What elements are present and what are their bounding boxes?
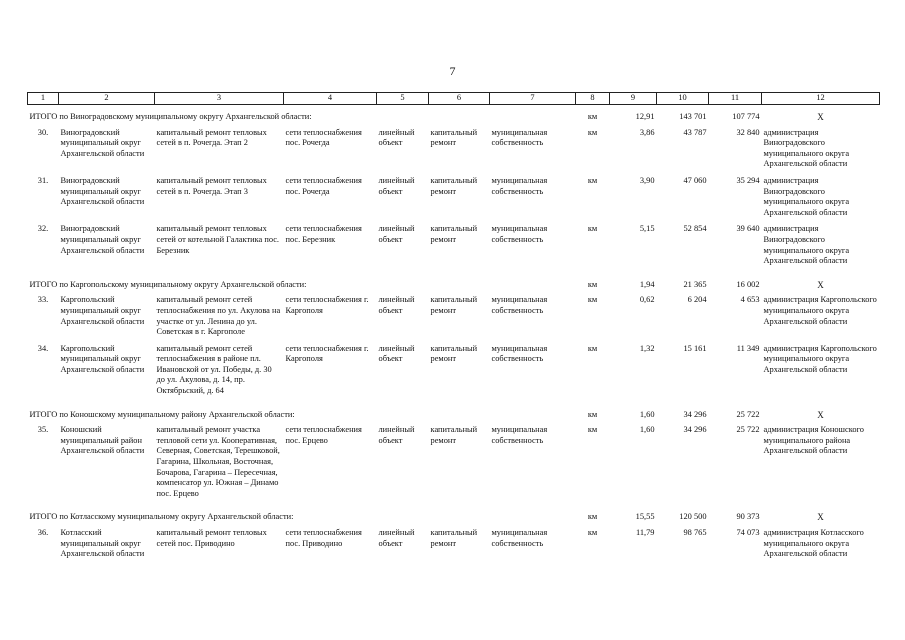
administration-cell: администрация Коношского муниципального района Архангельской области — [763, 425, 864, 456]
unit-cell: км — [587, 343, 598, 353]
unit-cell: км — [587, 224, 598, 234]
work-name-cell: капитальный ремонт тепловых сетей пос. Приводино — [156, 528, 267, 548]
total-unit: км — [587, 512, 598, 522]
length-cell: 1,32 — [639, 343, 655, 353]
work-kind-cell: капитальный ремонт — [430, 127, 478, 148]
district-total-row — [28, 105, 880, 128]
administration-cell: администрация Каргопольского муниципального округа Архангельской области — [763, 295, 877, 326]
length-cell: 1,60 — [639, 425, 655, 435]
administration-cell: администрация Виноградовского муниципального округа Архангельской области — [763, 127, 850, 169]
column-number: 2 — [59, 93, 155, 105]
object-cell: сети теплоснабжения г. Каргополя — [285, 343, 369, 364]
total-length: 1,60 — [639, 409, 655, 419]
object-cell: сети теплоснабжения пос. Рочегда — [285, 175, 362, 196]
ownership-cell: муниципальная собственность — [491, 175, 548, 196]
ownership-cell: муниципальная собственность — [491, 528, 548, 548]
value-10-cell: 47 060 — [683, 175, 707, 185]
value-11-cell: 25 722 — [736, 425, 760, 435]
total-unit: км — [587, 279, 598, 289]
column-number: 6 — [429, 93, 490, 105]
column-number: 3 — [155, 93, 284, 105]
district-total-row — [28, 273, 880, 296]
row-number: 32. — [37, 224, 49, 234]
work-kind-cell: капитальный ремонт — [430, 295, 478, 315]
value-10-cell: 34 296 — [683, 425, 707, 435]
object-cell: сети теплоснабжения пос. Березник — [285, 224, 362, 244]
municipality-cell: Коношский муниципальный район Архангельской области — [60, 425, 145, 456]
table-row — [28, 528, 880, 566]
column-number: 8 — [576, 93, 610, 105]
total-label: ИТОГО по Котласскому муниципальному округу Архангельской области: — [29, 512, 294, 522]
value-10-cell: 6 204 — [687, 295, 707, 305]
column-number: 1 — [28, 93, 59, 105]
ownership-cell: муниципальная собственность — [491, 425, 548, 445]
length-cell: 0,62 — [639, 295, 655, 305]
municipality-cell: Виноградовский муниципальный округ Архангельской области — [60, 127, 145, 158]
object-type-cell: линейный объект — [378, 175, 415, 196]
unit-cell: км — [587, 425, 598, 435]
value-11-cell: 35 294 — [736, 175, 760, 185]
column-number: 9 — [610, 93, 657, 105]
row-number: 34. — [37, 343, 49, 353]
page-number: 7 — [449, 64, 456, 78]
work-name-cell: капитальный ремонт тепловых сетей от котельной Галактика пос. Березник — [156, 224, 280, 255]
administration-cell: администрация Котласского муниципального округа Архангельской области — [763, 528, 864, 559]
object-type-cell: линейный объект — [378, 425, 415, 445]
total-value-11: 107 774 — [732, 112, 760, 121]
total-value-11: 25 722 — [736, 409, 760, 419]
value-10-cell: 52 854 — [683, 224, 707, 234]
object-type-cell: линейный объект — [378, 224, 415, 244]
object-cell: сети теплоснабжения пос. Ерцево — [285, 425, 362, 445]
total-length: 12,91 — [635, 112, 655, 121]
work-name-cell: капитальный ремонт тепловых сетей в п. Рочегда. Этап 2 — [156, 127, 267, 148]
table-row — [28, 295, 880, 343]
length-cell: 11,79 — [635, 528, 655, 537]
total-label: ИТОГО по Коношскому муниципальному району Архангельской области: — [29, 409, 295, 419]
value-11-cell: 11 349 — [736, 343, 760, 353]
table-row — [28, 224, 880, 272]
work-kind-cell: капитальный ремонт — [430, 425, 478, 445]
ownership-cell: муниципальная собственность — [491, 127, 548, 148]
row-number: 35. — [37, 425, 49, 435]
column-number: 12 — [762, 93, 880, 105]
district-total-row — [28, 403, 880, 426]
municipality-cell: Виноградовский муниципальный округ Архангельской области — [60, 175, 145, 207]
value-11-cell: 32 840 — [736, 127, 760, 137]
total-value-10: 120 500 — [679, 512, 707, 522]
column-number: 7 — [490, 93, 576, 105]
work-kind-cell: капитальный ремонт — [430, 343, 478, 364]
municipality-cell: Виноградовский муниципальный округ Архангельской области — [60, 224, 145, 255]
table-row — [28, 176, 880, 224]
ownership-cell: муниципальная собственность — [491, 295, 548, 315]
column-number: 4 — [284, 93, 377, 105]
administration-cell: администрация Виноградовского муниципального округа Архангельской области — [763, 175, 850, 217]
total-value-10: 21 365 — [683, 279, 707, 289]
total-value-11: 90 373 — [736, 512, 760, 522]
object-type-cell: линейный объект — [378, 528, 415, 548]
total-label: ИТОГО по Каргопольскому муниципальному округу Архангельской области: — [29, 279, 307, 289]
total-unit: км — [587, 409, 598, 419]
work-name-cell: капитальный ремонт тепловых сетей в п. Рочегда. Этап 3 — [156, 175, 267, 196]
unit-cell: км — [587, 295, 598, 305]
object-cell: сети теплоснабжения пос. Рочегда — [285, 127, 362, 148]
column-number: 11 — [709, 93, 762, 105]
ownership-cell: муниципальная собственность — [491, 224, 548, 244]
object-type-cell: линейный объект — [378, 127, 415, 148]
work-name-cell: капитальный ремонт участка тепловой сети ул. Кооперативная, Северная, Советская, Терешковой, Гагарина, Школьная, Восточная, Бочарова, Гагарина – Пересечная, компенсатор ул. Южная – Динамо пос. Ерцево — [156, 425, 280, 498]
total-length: 1,94 — [639, 279, 655, 289]
column-number: 10 — [657, 93, 709, 105]
municipality-cell: Котласский муниципальный округ Архангельской области — [60, 528, 145, 559]
table-row — [28, 344, 880, 403]
total-x-mark: Х — [817, 409, 824, 420]
total-value-10: 34 296 — [683, 409, 707, 419]
row-number: 33. — [37, 295, 49, 305]
total-value-11: 16 002 — [736, 279, 760, 289]
length-cell: 3,90 — [639, 175, 655, 185]
unit-cell: км — [587, 127, 598, 137]
work-name-cell: капитальный ремонт сетей теплоснабжения по ул. Акулова на участке от ул. Ленина до ул. Советская в г. Каргополе — [156, 295, 281, 337]
value-11-cell: 74 073 — [736, 528, 760, 537]
value-11-cell: 39 640 — [736, 224, 760, 234]
value-10-cell: 15 161 — [683, 343, 707, 353]
table-row — [28, 425, 880, 505]
value-10-cell: 43 787 — [683, 127, 707, 137]
total-length: 15,55 — [635, 512, 655, 522]
administration-cell: администрация Виноградовского муниципального округа Архангельской области — [763, 224, 850, 266]
column-number: 5 — [377, 93, 429, 105]
district-total-row — [28, 505, 880, 528]
length-cell: 5,15 — [639, 224, 655, 234]
row-number: 30. — [37, 127, 49, 137]
value-11-cell: 4 653 — [740, 295, 760, 305]
value-10-cell: 98 765 — [683, 528, 707, 537]
municipality-cell: Каргопольский муниципальный округ Архангельской области — [60, 295, 145, 326]
object-cell: сети теплоснабжения пос. Приводино — [285, 528, 362, 548]
work-kind-cell: капитальный ремонт — [430, 224, 478, 244]
total-label: ИТОГО по Виноградовскому муниципальному округу Архангельской области: — [29, 112, 312, 121]
object-type-cell: линейный объект — [378, 343, 415, 364]
total-value-10: 143 701 — [679, 112, 707, 121]
unit-cell: км — [587, 175, 598, 185]
administration-cell: администрация Каргопольского муниципального округа Архангельской области — [763, 343, 877, 374]
table-row — [28, 128, 880, 176]
object-table — [27, 92, 880, 566]
unit-cell: км — [587, 528, 598, 537]
object-cell: сети теплоснабжения г. Каргополя — [285, 295, 369, 315]
row-number: 36. — [37, 528, 49, 537]
work-name-cell: капитальный ремонт сетей теплоснабжения в районе пл. Ивановской от ул. Победы, д. 30 до ул. Акулова, д. 14, пр. Октябрьский, д. 64 — [156, 343, 272, 396]
total-unit: км — [587, 112, 598, 121]
column-number-row — [28, 93, 880, 105]
object-type-cell: линейный объект — [378, 295, 415, 315]
total-x-mark: Х — [817, 112, 824, 122]
total-x-mark: Х — [817, 279, 824, 290]
ownership-cell: муниципальная собственность — [491, 343, 548, 364]
length-cell: 3,86 — [639, 127, 655, 137]
work-kind-cell: капитальный ремонт — [430, 175, 478, 196]
total-x-mark: Х — [817, 512, 824, 523]
work-kind-cell: капитальный ремонт — [430, 528, 478, 548]
row-number: 31. — [37, 175, 49, 185]
municipality-cell: Каргопольский муниципальный округ Архангельской области — [60, 343, 145, 374]
